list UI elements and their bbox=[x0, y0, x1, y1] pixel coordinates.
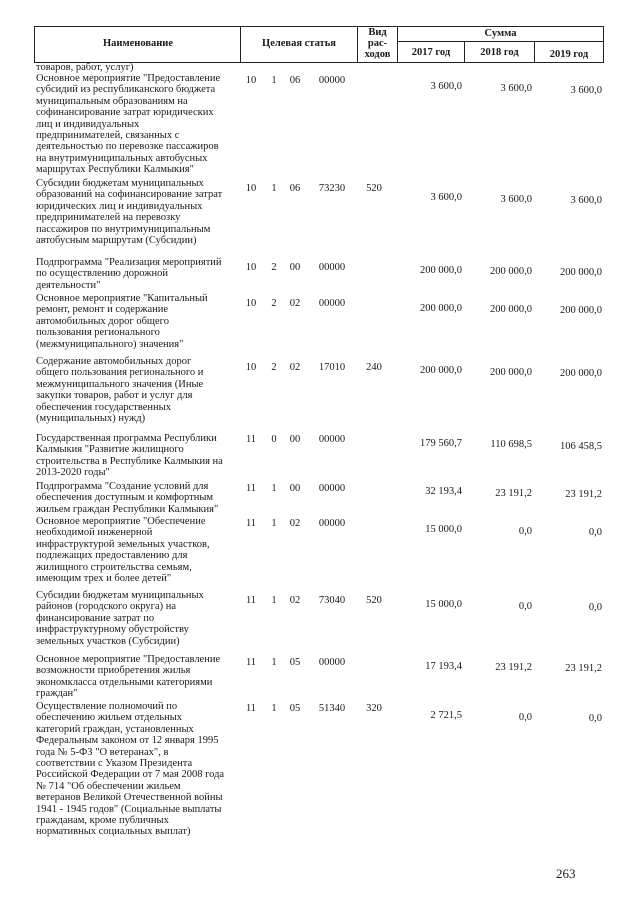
row-expense-type: 520 bbox=[366, 595, 382, 606]
row-expense-type: 240 bbox=[366, 362, 382, 373]
row-code-1: 10 bbox=[245, 183, 257, 194]
row-code-4: 73230 bbox=[318, 183, 346, 194]
row-sum-2017: 200 000,0 bbox=[420, 303, 462, 314]
row-sum-2019: 3 600,0 bbox=[570, 195, 602, 206]
row-code-1: 11 bbox=[245, 595, 257, 606]
row-code-2: 2 bbox=[271, 362, 277, 373]
row-sum-2017: 3 600,0 bbox=[430, 192, 462, 203]
row-code-2: 1 bbox=[271, 183, 277, 194]
header-type: Вид рас- ходов bbox=[364, 27, 391, 61]
row-sum-2018: 0,0 bbox=[518, 526, 532, 537]
row-sum-2019: 200 000,0 bbox=[560, 267, 602, 278]
row-code-4: 00000 bbox=[318, 518, 346, 529]
row-code-1: 10 bbox=[245, 362, 257, 373]
header-2018: 2018 год bbox=[480, 47, 519, 58]
row-code-2: 1 bbox=[271, 703, 277, 714]
row-code-3: 02 bbox=[289, 362, 301, 373]
row-name: Содержание автомобильных дорог общего пользования регионального и межмуниципального значения (Иные закупки товаров, работ и услуг для обеспечения государственных (муниципальных) нужд) bbox=[36, 356, 204, 425]
row-sum-2018: 0,0 bbox=[518, 601, 532, 612]
row-sum-2018: 23 191,2 bbox=[495, 488, 532, 499]
row-code-3: 05 bbox=[289, 703, 301, 714]
row-code-1: 11 bbox=[245, 657, 257, 668]
row-name: Субсидии бюджетам муниципальных образований на софинансирование затрат юридических лиц и индивидуальных предпринимателей на перевозку пассажиров по внутримуниципальным автобусным маршрутам (Субсидии) bbox=[36, 178, 223, 247]
row-code-4: 00000 bbox=[318, 657, 346, 668]
row-code-3: 02 bbox=[289, 298, 301, 309]
row-sum-2018: 3 600,0 bbox=[500, 83, 532, 94]
row-code-2: 1 bbox=[271, 75, 277, 86]
header-divider-name bbox=[240, 26, 241, 63]
page-number: 263 bbox=[556, 866, 576, 881]
header-2019: 2019 год bbox=[549, 49, 589, 60]
row-expense-type: 320 bbox=[366, 703, 382, 714]
row-sum-2018: 23 191,2 bbox=[495, 662, 532, 673]
row-code-2: 1 bbox=[271, 483, 277, 494]
row-code-4: 17010 bbox=[318, 362, 346, 373]
row-sum-2017: 32 193,4 bbox=[425, 486, 462, 497]
row-code-2: 2 bbox=[271, 298, 277, 309]
header-sum-underline bbox=[397, 41, 604, 42]
row-code-2: 1 bbox=[271, 595, 277, 606]
row-sum-2017: 200 000,0 bbox=[420, 365, 462, 376]
row-sum-2017: 15 000,0 bbox=[425, 599, 462, 610]
row-sum-2019: 106 458,5 bbox=[560, 441, 602, 452]
row-code-4: 51340 bbox=[318, 703, 346, 714]
row-code-1: 10 bbox=[245, 262, 257, 273]
row-sum-2019: 0,0 bbox=[588, 602, 602, 613]
row-name: Подпрограмма "Создание условий для обеспечения доступным и комфортным жильем граждан Республики Калмыкия" bbox=[36, 481, 219, 515]
row-sum-2019: 23 191,2 bbox=[565, 489, 602, 500]
row-sum-2019: 0,0 bbox=[588, 527, 602, 538]
row-code-2: 2 bbox=[271, 262, 277, 273]
row-code-4: 00000 bbox=[318, 75, 346, 86]
row-code-4: 00000 bbox=[318, 434, 346, 445]
row-sum-2017: 200 000,0 bbox=[420, 265, 462, 276]
row-code-1: 11 bbox=[245, 703, 257, 714]
row-code-3: 06 bbox=[289, 75, 301, 86]
row-name: Основное мероприятие "Обеспечение необходимой инженерной инфраструктурой земельных участков, подлежащих предоставлению для жилищного строительства семьям, имеющим трех и более детей" bbox=[36, 516, 210, 585]
row-sum-2018: 3 600,0 bbox=[500, 194, 532, 205]
row-code-3: 05 bbox=[289, 657, 301, 668]
header-2017: 2017 год bbox=[411, 47, 451, 58]
row-sum-2018: 200 000,0 bbox=[490, 304, 532, 315]
row-name: Осуществление полномочий по обеспечению жильем отдельных категорий граждан, установленных Федеральным законом от 12 января 1995 года № 5-ФЗ "О ветеранах", в соответствии с Указом Президента Российской Федерации от 7 мая 2008 года № 714 "Об обеспечении жильем ветеранов Великой Отечественной войны 1941 - 1945 годов" (Социальные выплаты гражданам, кроме публичных нормативных социальных выплат) bbox=[36, 701, 225, 838]
row-code-4: 73040 bbox=[318, 595, 346, 606]
row-code-3: 06 bbox=[289, 183, 301, 194]
row-sum-2019: 200 000,0 bbox=[560, 368, 602, 379]
row-name: Основное мероприятие "Капитальный ремонт, ремонт и содержание автомобильных дорог общего пользования регионального (межмуниципального) значения" bbox=[36, 293, 208, 350]
row-code-3: 00 bbox=[289, 262, 301, 273]
row-sum-2017: 3 600,0 bbox=[430, 81, 462, 92]
row-name: Подпрограмма "Реализация мероприятий по осуществлению дорожной деятельности" bbox=[36, 257, 222, 291]
row-code-3: 00 bbox=[289, 483, 301, 494]
row-sum-2018: 0,0 bbox=[518, 712, 532, 723]
row-sum-2018: 200 000,0 bbox=[490, 266, 532, 277]
row-code-3: 00 bbox=[289, 434, 301, 445]
row-sum-2017: 2 721,5 bbox=[430, 710, 462, 721]
row-sum-2019: 0,0 bbox=[588, 713, 602, 724]
header-left-border bbox=[34, 26, 35, 63]
row-code-1: 11 bbox=[245, 518, 257, 529]
row-expense-type: 520 bbox=[366, 183, 382, 194]
row-sum-2018: 110 698,5 bbox=[490, 439, 532, 450]
row-code-2: 1 bbox=[271, 518, 277, 529]
row-name: товаров, работ, услуг) bbox=[36, 62, 134, 73]
row-code-4: 00000 bbox=[318, 298, 346, 309]
row-code-2: 1 bbox=[271, 657, 277, 668]
row-code-4: 00000 bbox=[318, 262, 346, 273]
row-code-1: 10 bbox=[245, 298, 257, 309]
header-right-border bbox=[603, 26, 604, 63]
row-sum-2017: 17 193,4 bbox=[425, 661, 462, 672]
row-name: Основное мероприятие "Предоставление возможности приобретения жилья экономкласса отдельными категориями граждан" bbox=[36, 654, 221, 700]
header-top-border bbox=[34, 26, 604, 27]
row-code-3: 02 bbox=[289, 518, 301, 529]
row-name: Основное мероприятие "Предоставление субсидий из республиканского бюджета муниципальным образованиям на софинансирование затрат юридических лиц и индивидуальных предпринимателей, связанных с деятельностью по перевозке пассажиров на внутримуниципальных автобусных маршрутах Республики Калмыкия" bbox=[36, 73, 221, 176]
row-name: Субсидии бюджетам муниципальных районов (городского округа) на финансирование затрат по инфраструктурному обустройству земельных участков (Субсидии) bbox=[36, 590, 204, 647]
row-code-1: 10 bbox=[245, 75, 257, 86]
header-target: Целевая статья bbox=[262, 38, 336, 49]
row-name: Государственная программа Республики Калмыкия "Развитие жилищного строительства в Республике Калмыкия на 2013-2020 годы" bbox=[36, 433, 223, 479]
row-sum-2019: 3 600,0 bbox=[570, 85, 602, 96]
row-sum-2019: 200 000,0 bbox=[560, 305, 602, 316]
row-code-1: 11 bbox=[245, 434, 257, 445]
row-code-1: 11 bbox=[245, 483, 257, 494]
row-code-2: 0 bbox=[271, 434, 277, 445]
row-sum-2018: 200 000,0 bbox=[490, 367, 532, 378]
header-name: Наименование bbox=[103, 38, 173, 49]
row-code-4: 00000 bbox=[318, 483, 346, 494]
row-sum-2017: 15 000,0 bbox=[425, 524, 462, 535]
row-sum-2017: 179 560,7 bbox=[420, 438, 462, 449]
row-sum-2019: 23 191,2 bbox=[565, 663, 602, 674]
row-code-3: 02 bbox=[289, 595, 301, 606]
header-sum: Сумма bbox=[484, 28, 517, 39]
